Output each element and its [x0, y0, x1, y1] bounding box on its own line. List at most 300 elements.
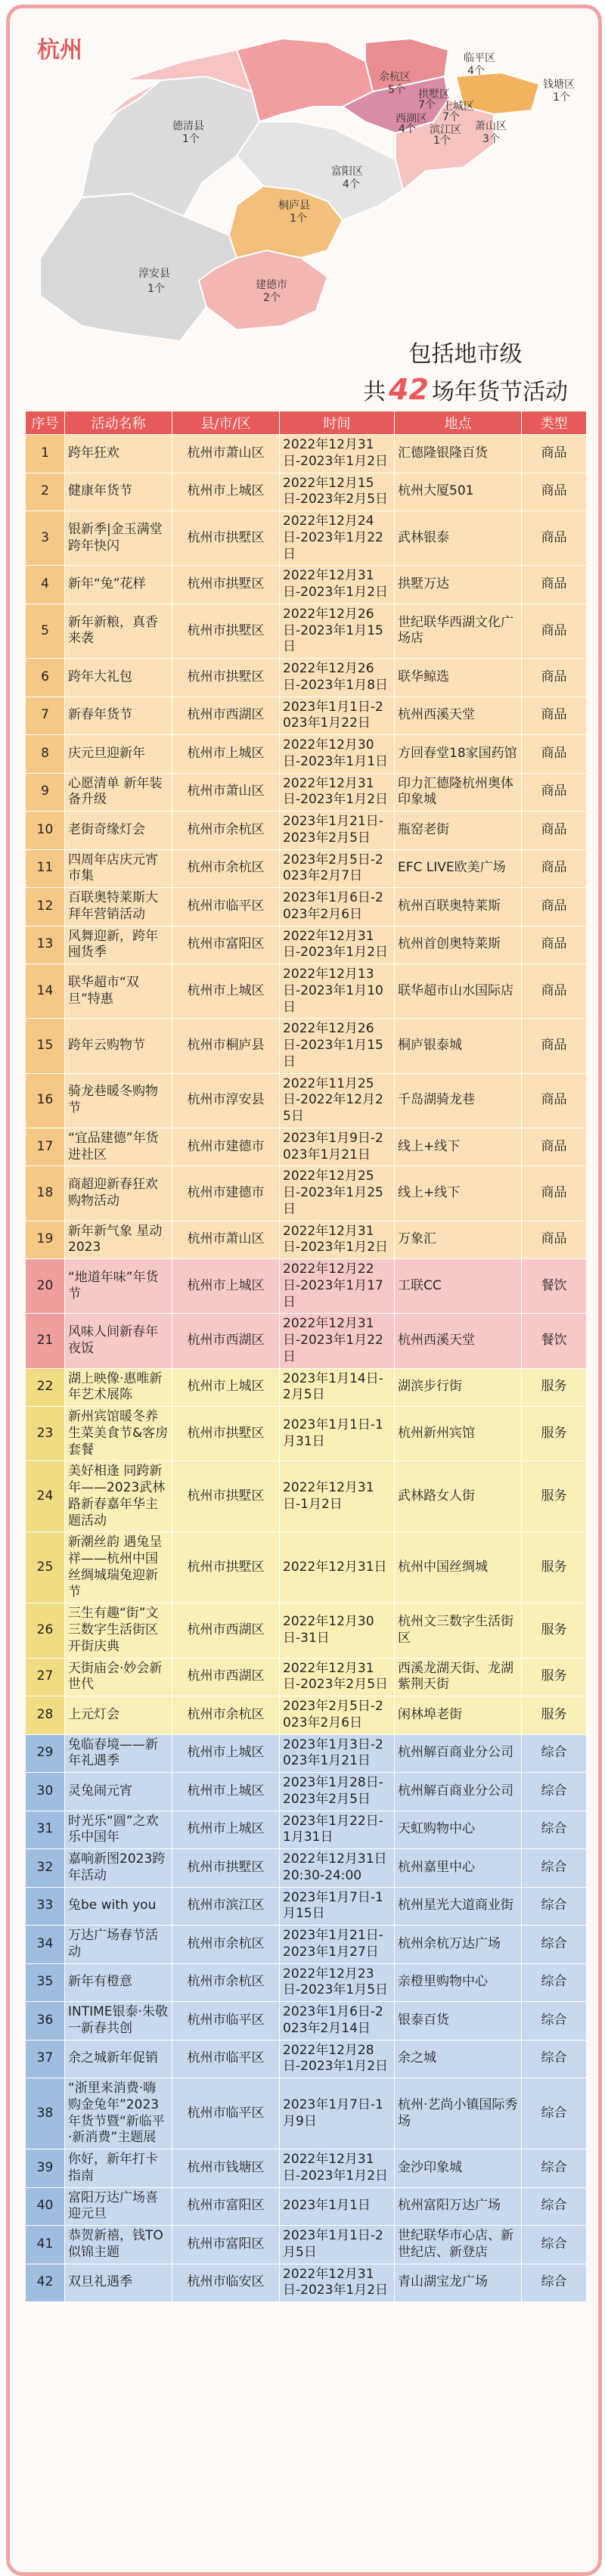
cell-time: 2022年12月31日-1月2日: [280, 1461, 395, 1532]
cell-no: 26: [26, 1603, 65, 1658]
cell-place: 世纪联华市心店、新世纪店、新登店: [395, 2226, 522, 2264]
cell-no: 16: [26, 1073, 65, 1128]
cell-time: 2022年12月22日-2023年1月17日: [280, 1259, 395, 1314]
cell-time: 2023年1月6日-2023年2月14日: [280, 2002, 395, 2041]
cell-no: 32: [26, 1849, 65, 1888]
cell-district: 杭州市上城区: [172, 1259, 280, 1314]
cell-district: 杭州市临平区: [172, 888, 280, 926]
cell-time: 2022年12月28日-2023年1月2日: [280, 2040, 395, 2078]
table-row: [26, 2002, 587, 2041]
cell-no: 37: [26, 2040, 65, 2078]
cell-name: 万达广场春节活动: [65, 1926, 172, 1964]
cell-district: 杭州市拱墅区: [172, 659, 280, 697]
cell-time: 2023年1月21日-2023年1月27日: [280, 1926, 395, 1964]
cell-type: 商品: [522, 812, 587, 850]
cell-type: 综合: [522, 2078, 587, 2149]
table-body: [26, 435, 587, 2302]
cell-name: 新春年货节: [65, 697, 172, 735]
cell-type: 商品: [522, 773, 587, 812]
cell-type: 餐饮: [522, 1259, 587, 1314]
table-row: [26, 849, 587, 888]
cell-no: 1: [26, 435, 65, 473]
table-header-row: [26, 411, 587, 435]
cell-no: 15: [26, 1019, 65, 1073]
table-row: [26, 2149, 587, 2188]
table-row: [26, 1073, 587, 1128]
events-table: [25, 411, 587, 2302]
table-row: [26, 1532, 587, 1603]
table-row: [26, 2264, 587, 2302]
map-region-linan: [82, 76, 259, 216]
cell-time: 2023年1月1日-2月5日: [280, 2226, 395, 2264]
map-count-gongshu: 7个: [418, 99, 436, 111]
map-count-fuyang: 4个: [343, 178, 360, 191]
cell-place: 杭州西溪天堂: [395, 697, 522, 735]
cell-place: 万象汇: [395, 1221, 522, 1259]
cell-type: 商品: [522, 1019, 587, 1073]
cell-place: 杭州解百商业分公司: [395, 1773, 522, 1811]
cell-district: 杭州市拱墅区: [172, 1849, 280, 1888]
header-place: 地点: [395, 411, 522, 435]
cell-district: 杭州市上城区: [172, 1811, 280, 1849]
cell-district: 杭州市上城区: [172, 964, 280, 1019]
map-label-binjiang: 滨江区: [430, 124, 461, 136]
cell-place: 杭州中国丝绸城: [395, 1532, 522, 1603]
cell-name: 新年有橙意: [65, 1963, 172, 2002]
cell-place: 杭州新州宾馆: [395, 1407, 522, 1461]
cell-type: 商品: [522, 659, 587, 697]
cell-type: 服务: [522, 1696, 587, 1735]
cell-place: 桐庐银泰城: [395, 1019, 522, 1073]
cell-type: 商品: [522, 604, 587, 658]
cell-name: 天街庙会·妙会新世代: [65, 1658, 172, 1696]
cell-place: 线上+线下: [395, 1166, 522, 1221]
city-title: 杭州: [37, 37, 82, 64]
cell-time: 2022年12月31日-2023年1月2日: [280, 566, 395, 604]
cell-type: 商品: [522, 1166, 587, 1221]
cell-place: 湖滨步行街: [395, 1368, 522, 1407]
cell-time: 2022年12月13日-2023年1月10日: [280, 964, 395, 1019]
cell-district: 杭州市临安区: [172, 2264, 280, 2302]
cell-no: 7: [26, 697, 65, 735]
table-row: [26, 2078, 587, 2149]
cell-place: 印力汇德隆杭州奥体印象城: [395, 773, 522, 812]
cell-name: 百联奥特莱斯大拜年营销活动: [65, 888, 172, 926]
table-row: [26, 1461, 587, 1532]
cell-district: 杭州市上城区: [172, 1773, 280, 1811]
cell-name: 嘉响新图2023跨年活动: [65, 1849, 172, 1888]
cell-name: INTIME银泰·朱敬一新春共创: [65, 2002, 172, 2041]
cell-district: 杭州市滨江区: [172, 1887, 280, 1926]
cell-time: 2022年12月31日-2023年1月2日: [280, 773, 395, 812]
cell-no: 29: [26, 1734, 65, 1773]
cell-district: 杭州市萧山区: [172, 773, 280, 812]
cell-time: 2022年12月30日-31日: [280, 1603, 395, 1658]
cell-type: 商品: [522, 435, 587, 473]
cell-time: 2022年12月25日-2023年1月25日: [280, 1166, 395, 1221]
cell-district: 杭州市临平区: [172, 2078, 280, 2149]
cell-district: 杭州市余杭区: [172, 849, 280, 888]
cell-type: 服务: [522, 1368, 587, 1407]
cell-place: 闲林埠老街: [395, 1696, 522, 1735]
cell-type: 商品: [522, 473, 587, 511]
cell-district: 杭州市余杭区: [172, 1696, 280, 1735]
cell-no: 25: [26, 1532, 65, 1603]
cell-time: 2023年1月9日-2023年1月21日: [280, 1128, 395, 1166]
cell-type: 综合: [522, 2226, 587, 2264]
table-row: [26, 773, 587, 812]
cell-time: 2023年1月28日-2023年2月5日: [280, 1773, 395, 1811]
cell-type: 商品: [522, 1221, 587, 1259]
map-label-jiande: 建德市: [256, 279, 287, 291]
cell-place: 杭州解百商业分公司: [395, 1734, 522, 1773]
cell-name: 心愿清单 新年装备升级: [65, 773, 172, 812]
cell-type: 综合: [522, 2187, 587, 2226]
cell-no: 31: [26, 1811, 65, 1849]
map-label-linping: 临平区: [464, 52, 495, 64]
table-row: [26, 1368, 587, 1407]
cell-place: 杭州余杭万达广场: [395, 1926, 522, 1964]
cell-district: 杭州市建德市: [172, 1166, 280, 1221]
cell-place: 武林银泰: [395, 511, 522, 566]
cell-type: 商品: [522, 1128, 587, 1166]
cell-name: 跨年大礼包: [65, 659, 172, 697]
header-district: 县/市/区: [172, 411, 280, 435]
cell-district: 杭州市拱墅区: [172, 1532, 280, 1603]
table-row: [26, 1734, 587, 1773]
cell-district: 杭州市淳安县: [172, 1073, 280, 1128]
cell-type: 商品: [522, 1073, 587, 1128]
cell-time: 2022年12月31日-2023年1月2日: [280, 2149, 395, 2188]
cell-place: 杭州嘉里中心: [395, 1849, 522, 1888]
cell-time: 2022年12月31日 20:30-24:00: [280, 1849, 395, 1888]
cell-type: 综合: [522, 1887, 587, 1926]
map-count-xiaoshan: 3个: [482, 133, 500, 145]
cell-place: 余之城: [395, 2040, 522, 2078]
cell-name: 美好相逢 同跨新年——2023武林路新春嘉年华主题活动: [65, 1461, 172, 1532]
map-label-tonglu: 桐庐县: [278, 200, 310, 212]
cell-no: 40: [26, 2187, 65, 2226]
map-count-binjiang: 1个: [433, 135, 451, 147]
cell-name: 余之城新年促销: [65, 2040, 172, 2078]
map-count-yuhang: 5个: [388, 84, 405, 96]
cell-name: 双旦礼遇季: [65, 2264, 172, 2302]
cell-time: 2022年12月26日-2023年1月15日: [280, 1019, 395, 1073]
cell-place: 杭州星光大道商业街: [395, 1887, 522, 1926]
cell-time: 2022年12月26日-2023年1月15日: [280, 604, 395, 658]
cell-name: 上元灯会: [65, 1696, 172, 1735]
cell-time: 2023年1月7日-1月9日: [280, 2078, 395, 2149]
map-svg: [10, 8, 598, 364]
cell-place: 工联CC: [395, 1259, 522, 1314]
table-row: [26, 888, 587, 926]
map-label-fuyang: 富阳区: [331, 166, 363, 178]
cell-no: 30: [26, 1773, 65, 1811]
cell-type: 服务: [522, 1532, 587, 1603]
cell-type: 商品: [522, 849, 587, 888]
cell-name: “宜品建德”年货进社区: [65, 1128, 172, 1166]
cell-district: 杭州市西湖区: [172, 1603, 280, 1658]
table-row: [26, 1887, 587, 1926]
cell-place: 西溪龙湖天街、龙湖紫荆天街: [395, 1658, 522, 1696]
cell-district: 杭州市上城区: [172, 473, 280, 511]
table-row: [26, 812, 587, 850]
cell-type: 商品: [522, 735, 587, 774]
map-label-yuhang: 余杭区: [379, 71, 411, 83]
map-count-jiande: 2个: [263, 292, 281, 304]
table-row: [26, 566, 587, 604]
cell-time: 2022年12月31日-2023年1月2日: [280, 435, 395, 473]
table-row: [26, 697, 587, 735]
map-count-chunan: 1个: [147, 283, 165, 295]
map-count-qiantang: 1个: [553, 92, 570, 104]
cell-district: 杭州市上城区: [172, 1734, 280, 1773]
cell-district: 杭州市拱墅区: [172, 566, 280, 604]
cell-district: 杭州市临平区: [172, 2040, 280, 2078]
hangzhou-district-map: [10, 8, 598, 364]
cell-no: 34: [26, 1926, 65, 1964]
table-row: [26, 1019, 587, 1073]
cell-name: “浙里来消费·嗨购金兔年”2023年货节暨“新临平·新消费”主题展: [65, 2078, 172, 2149]
headline-suffix: 场年货节活动: [432, 379, 568, 405]
cell-time: 2022年12月31日-2023年1月2日: [280, 926, 395, 964]
cell-type: 商品: [522, 964, 587, 1019]
cell-district: 杭州市富阳区: [172, 2187, 280, 2226]
cell-place: 杭州·艺尚小镇国际秀场: [395, 2078, 522, 2149]
cell-time: 2023年1月1日-2023年1月22日: [280, 697, 395, 735]
table-row: [26, 1811, 587, 1849]
table-row: [26, 1658, 587, 1696]
cell-name: 商超迎新春狂欢购物活动: [65, 1166, 172, 1221]
cell-no: 42: [26, 2264, 65, 2302]
map-count-tonglu: 1个: [290, 213, 307, 225]
cell-name: “地道年味”年货节: [65, 1259, 172, 1314]
table-row: [26, 1221, 587, 1259]
header-no: 序号: [26, 411, 65, 435]
table-row: [26, 1314, 587, 1368]
cell-time: 2022年12月26日-2023年1月8日: [280, 659, 395, 697]
cell-type: 综合: [522, 1963, 587, 2002]
cell-no: 17: [26, 1128, 65, 1166]
cell-place: 世纪联华西湖文化广场店: [395, 604, 522, 658]
cell-place: 银泰百货: [395, 2002, 522, 2041]
table-row: [26, 1166, 587, 1221]
cell-name: 跨年云购物节: [65, 1019, 172, 1073]
cell-no: 20: [26, 1259, 65, 1314]
cell-place: 瓶窑老街: [395, 812, 522, 850]
cell-place: 联华鲸选: [395, 659, 522, 697]
table-row: [26, 735, 587, 774]
map-count-linping: 4个: [467, 65, 485, 77]
cell-time: 2022年12月24日-2023年1月22日: [280, 511, 395, 566]
headline-line1: 包括地市级: [408, 341, 523, 368]
cell-no: 27: [26, 1658, 65, 1696]
cell-no: 9: [26, 773, 65, 812]
headline-line2: [363, 373, 568, 406]
cell-place: 杭州大厦501: [395, 473, 522, 511]
cell-type: 商品: [522, 888, 587, 926]
cell-type: 服务: [522, 1603, 587, 1658]
cell-time: 2023年1月1日: [280, 2187, 395, 2226]
cell-district: 杭州市余杭区: [172, 1926, 280, 1964]
map-label-gongshu: 拱墅区: [418, 88, 450, 101]
cell-district: 杭州市临平区: [172, 2002, 280, 2041]
cell-district: 杭州市余杭区: [172, 1963, 280, 2002]
cell-no: 28: [26, 1696, 65, 1735]
cell-no: 38: [26, 2078, 65, 2149]
cell-type: 综合: [522, 2264, 587, 2302]
cell-name: 健康年货节: [65, 473, 172, 511]
cell-type: 服务: [522, 1461, 587, 1532]
cell-type: 综合: [522, 2040, 587, 2078]
cell-district: 杭州市西湖区: [172, 1658, 280, 1696]
cell-type: 服务: [522, 1658, 587, 1696]
cell-district: 杭州市拱墅区: [172, 1461, 280, 1532]
cell-no: 4: [26, 566, 65, 604]
cell-no: 5: [26, 604, 65, 658]
cell-name: 你好，新年打卡指南: [65, 2149, 172, 2188]
cell-time: 2022年12月31日-2023年1月2日: [280, 1221, 395, 1259]
cell-place: 杭州百联奥特莱斯: [395, 888, 522, 926]
cell-name: 富阳万达广场喜迎元旦: [65, 2187, 172, 2226]
table-row: [26, 2040, 587, 2078]
map-label-qiantang: 钱塘区: [543, 79, 575, 91]
cell-place: 杭州西溪天堂: [395, 1314, 522, 1368]
cell-no: 21: [26, 1314, 65, 1368]
cell-time: 2022年12月23日-2023年1月5日: [280, 1963, 395, 2002]
cell-no: 36: [26, 2002, 65, 2041]
cell-district: 杭州市桐庐县: [172, 1019, 280, 1073]
cell-time: 2023年1月21日-2023年2月5日: [280, 812, 395, 850]
cell-name: 兔be with you: [65, 1887, 172, 1926]
table-row: [26, 1773, 587, 1811]
cell-type: 综合: [522, 2002, 587, 2041]
cell-type: 综合: [522, 1773, 587, 1811]
table-row: [26, 1849, 587, 1888]
cell-name: 风味人间新春年夜饭: [65, 1314, 172, 1368]
cell-district: 杭州市拱墅区: [172, 511, 280, 566]
cell-time: 2023年1月6日-2023年2月6日: [280, 888, 395, 926]
cell-place: 亲橙里购物中心: [395, 1963, 522, 2002]
cell-district: 杭州市西湖区: [172, 1314, 280, 1368]
cell-no: 12: [26, 888, 65, 926]
cell-time: 2022年12月31日: [280, 1532, 395, 1603]
cell-district: 杭州市上城区: [172, 735, 280, 774]
cell-district: 杭州市上城区: [172, 1368, 280, 1407]
cell-place: 拱墅万达: [395, 566, 522, 604]
table-row: [26, 604, 587, 658]
cell-time: 2022年12月30日-2023年1月1日: [280, 735, 395, 774]
headline-prefix: 共: [363, 379, 386, 405]
cell-time: 2023年1月7日-1月15日: [280, 1887, 395, 1926]
map-label-deqing: 德清县: [172, 120, 204, 132]
cell-name: 联华超市“双旦”特惠: [65, 964, 172, 1019]
table-row: [26, 964, 587, 1019]
cell-no: 2: [26, 473, 65, 511]
cell-place: EFC LIVE欧美广场: [395, 849, 522, 888]
cell-place: 金沙印象城: [395, 2149, 522, 2188]
cell-place: 杭州文三数字生活街区: [395, 1603, 522, 1658]
cell-no: 8: [26, 735, 65, 774]
headline-count: 42: [389, 373, 429, 406]
cell-type: 商品: [522, 566, 587, 604]
cell-time: 2022年12月31日-2023年1月22日: [280, 1314, 395, 1368]
cell-no: 22: [26, 1368, 65, 1407]
cell-place: 天虹购物中心: [395, 1811, 522, 1849]
table-row: [26, 2187, 587, 2226]
table-row: [26, 659, 587, 697]
table-row: [26, 1603, 587, 1658]
cell-name: 老街奇缘灯会: [65, 812, 172, 850]
cell-time: 2023年2月5日-2023年2月6日: [280, 1696, 395, 1735]
cell-place: 青山湖宝龙广场: [395, 2264, 522, 2302]
cell-district: 杭州市萧山区: [172, 435, 280, 473]
cell-time: 2023年2月5日-2023年2月7日: [280, 849, 395, 888]
cell-type: 综合: [522, 1849, 587, 1888]
table-row: [26, 1128, 587, 1166]
map-count-xihu: 4个: [399, 123, 416, 135]
cell-name: 庆元旦迎新年: [65, 735, 172, 774]
cell-type: 商品: [522, 926, 587, 964]
cell-type: 综合: [522, 1734, 587, 1773]
cell-no: 24: [26, 1461, 65, 1532]
cell-no: 19: [26, 1221, 65, 1259]
cell-time: 2023年1月1日-1月31日: [280, 1407, 395, 1461]
cell-name: 新年新粮，真香来袭: [65, 604, 172, 658]
cell-name: 新州宾馆暖冬养生菜美食节&客房套餐: [65, 1407, 172, 1461]
cell-place: 汇德隆银隆百货: [395, 435, 522, 473]
cell-no: 18: [26, 1166, 65, 1221]
cell-district: 杭州市钱塘区: [172, 2149, 280, 2188]
cell-no: 11: [26, 849, 65, 888]
cell-type: 服务: [522, 1407, 587, 1461]
cell-name: 三生有趣“街”文三数字生活街区开街庆典: [65, 1603, 172, 1658]
header-name: 活动名称: [65, 411, 172, 435]
cell-no: 23: [26, 1407, 65, 1461]
cell-district: 杭州市西湖区: [172, 697, 280, 735]
cell-place: 武林路女人街: [395, 1461, 522, 1532]
cell-place: 杭州首创奥特莱斯: [395, 926, 522, 964]
cell-district: 杭州市富阳区: [172, 2226, 280, 2264]
poster-frame: [6, 5, 602, 2576]
cell-type: 综合: [522, 1811, 587, 1849]
cell-name: 银新季|金玉满堂跨年快闪: [65, 511, 172, 566]
cell-name: 新年“兔”花样: [65, 566, 172, 604]
cell-place: 联华超市山水国际店: [395, 964, 522, 1019]
map-count-deqing: 1个: [182, 133, 200, 145]
cell-district: 杭州市建德市: [172, 1128, 280, 1166]
table-row: [26, 511, 587, 566]
headline: [363, 335, 568, 412]
cell-time: 2022年12月31日-2023年2月5日: [280, 1658, 395, 1696]
cell-time: 2022年11月25日-2022年12月25日: [280, 1073, 395, 1128]
cell-time: 2023年1月3日-2023年1月21日: [280, 1734, 395, 1773]
cell-no: 14: [26, 964, 65, 1019]
cell-no: 41: [26, 2226, 65, 2264]
table-row: [26, 1926, 587, 1964]
cell-place: 方回春堂18家国药馆: [395, 735, 522, 774]
cell-name: 跨年狂欢: [65, 435, 172, 473]
cell-no: 6: [26, 659, 65, 697]
cell-name: 时光乐“圆”之欢乐中国年: [65, 1811, 172, 1849]
map-label-xiaoshan: 萧山区: [475, 120, 507, 132]
cell-place: 线上+线下: [395, 1128, 522, 1166]
cell-place: 千岛湖骑龙巷: [395, 1073, 522, 1128]
cell-name: 湖上映像·惠唯新年艺术展陈: [65, 1368, 172, 1407]
table-row: [26, 1407, 587, 1461]
cell-name: 新潮丝韵 遇兔呈祥——杭州中国丝绸城瑞兔迎新节: [65, 1532, 172, 1603]
table-row: [26, 1259, 587, 1314]
